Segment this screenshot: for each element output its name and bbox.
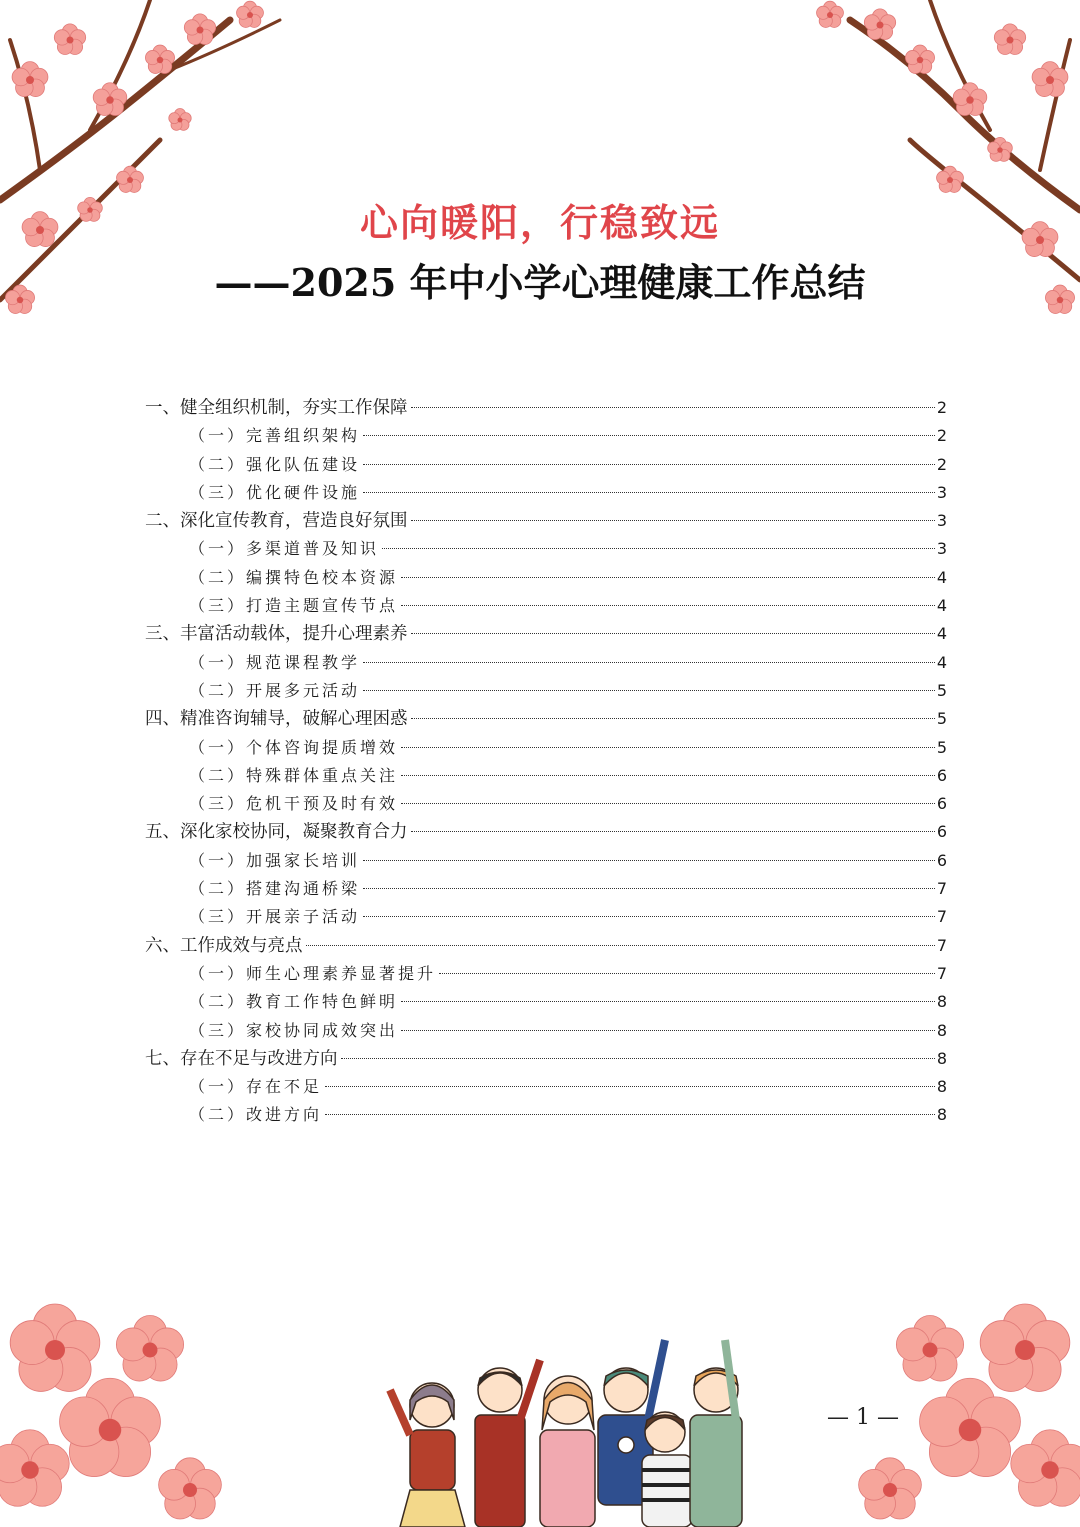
toc-entry-title: 二、深化宣传教育，营造良好氛围	[145, 511, 408, 532]
toc-subsection-entry[interactable]	[145, 734, 947, 762]
toc-page-number: 8	[936, 1048, 947, 1068]
toc-subsection-entry[interactable]	[145, 847, 947, 875]
toc-page-number: 5	[936, 680, 947, 700]
toc-page-number: 2	[936, 426, 947, 446]
toc-dot-leader	[363, 690, 935, 691]
toc-dot-leader	[382, 548, 935, 549]
toc-page-number: 4	[936, 596, 947, 616]
toc-dot-leader	[411, 520, 935, 521]
toc-section-entry[interactable]	[145, 394, 947, 422]
toc-subsection-entry[interactable]	[145, 535, 947, 563]
toc-subsection-entry[interactable]	[145, 1101, 947, 1129]
toc-page-number: 3	[936, 511, 947, 531]
toc-dot-leader	[363, 464, 935, 465]
toc-entry-title: （一）存在不足	[189, 1077, 323, 1097]
toc-dot-leader	[401, 1030, 935, 1031]
toc-page-number: 7	[936, 907, 947, 927]
page-number: — 1 —	[827, 1405, 899, 1430]
toc-page-number: 7	[936, 879, 947, 899]
toc-subsection-entry[interactable]	[145, 479, 947, 507]
toc-dot-leader	[401, 803, 935, 804]
table-of-contents	[145, 394, 947, 1130]
toc-section-entry[interactable]	[145, 932, 947, 960]
toc-subsection-entry[interactable]	[145, 564, 947, 592]
toc-page-number: 4	[936, 624, 947, 644]
toc-page-number: 3	[936, 482, 947, 502]
toc-entry-title: 四、精准咨询辅导，破解心理困惑	[145, 709, 408, 730]
toc-page-number: 5	[936, 737, 947, 757]
toc-page-number: 6	[936, 850, 947, 870]
cheering-students-illustration	[380, 1320, 790, 1527]
toc-section-entry[interactable]	[145, 1045, 947, 1073]
toc-page-number: 4	[936, 652, 947, 672]
toc-section-entry[interactable]	[145, 507, 947, 535]
toc-entry-title: （三）危机干预及时有效	[189, 794, 399, 814]
toc-section-entry[interactable]	[145, 620, 947, 648]
toc-entry-title: （二）编撰特色校本资源	[189, 567, 399, 587]
toc-dot-leader	[411, 718, 935, 719]
toc-entry-title: （二）教育工作特色鲜明	[189, 992, 399, 1012]
toc-section-entry[interactable]	[145, 818, 947, 846]
toc-entry-title: 五、深化家校协同，凝聚教育合力	[145, 822, 408, 843]
document-subtitle: ——2025 年中小学心理健康工作总结	[214, 260, 866, 305]
toc-page-number: 8	[936, 992, 947, 1012]
toc-dot-leader	[363, 492, 935, 493]
toc-subsection-entry[interactable]	[145, 1017, 947, 1045]
toc-entry-title: 三、丰富活动载体，提升心理素养	[145, 624, 408, 645]
toc-entry-title: （二）强化队伍建设	[189, 454, 361, 474]
toc-page-number: 8	[936, 1077, 947, 1097]
toc-dot-leader	[325, 1086, 935, 1087]
toc-subsection-entry[interactable]	[145, 1073, 947, 1101]
toc-subsection-entry[interactable]	[145, 422, 947, 450]
title-block	[0, 195, 1080, 313]
toc-entry-title: （一）加强家长培训	[189, 850, 361, 870]
toc-dot-leader	[363, 916, 935, 917]
toc-dot-leader	[401, 605, 935, 606]
toc-entry-title: （一）师生心理素养显著提升	[189, 963, 437, 983]
toc-dot-leader	[401, 775, 935, 776]
toc-subsection-entry[interactable]	[145, 649, 947, 677]
toc-entry-title: 七、存在不足与改进方向	[145, 1048, 338, 1069]
toc-page-number: 6	[936, 794, 947, 814]
toc-entry-title: （二）开展多元活动	[189, 680, 361, 700]
toc-page-number: 8	[936, 1020, 947, 1040]
toc-page-number: 3	[936, 539, 947, 559]
toc-entry-title: （三）优化硬件设施	[189, 482, 361, 502]
flower-cluster-bottom-left	[0, 1290, 250, 1527]
toc-entry-title: （一）多渠道普及知识	[189, 539, 380, 559]
toc-dot-leader	[401, 577, 935, 578]
toc-subsection-entry[interactable]	[145, 592, 947, 620]
toc-entry-title: （二）改进方向	[189, 1105, 323, 1125]
toc-page-number: 6	[936, 765, 947, 785]
toc-dot-leader	[401, 747, 935, 748]
toc-page-number: 2	[936, 398, 947, 417]
toc-entry-title: 一、健全组织机制，夯实工作保障	[145, 398, 408, 418]
toc-subsection-entry[interactable]	[145, 903, 947, 931]
toc-subsection-entry[interactable]	[145, 451, 947, 479]
toc-entry-title: （一）规范课程教学	[189, 652, 361, 672]
toc-subsection-entry[interactable]	[145, 988, 947, 1016]
toc-dot-leader	[363, 662, 935, 663]
toc-dot-leader	[401, 1001, 935, 1002]
toc-dot-leader	[411, 407, 935, 408]
toc-entry-title: （三）家校协同成效突出	[189, 1020, 399, 1040]
toc-page-number: 8	[936, 1105, 947, 1125]
toc-entry-title: 六、工作成效与亮点	[145, 935, 303, 956]
toc-dot-leader	[363, 860, 935, 861]
document-title: 心向暖阳，行稳致远	[359, 200, 720, 245]
toc-page-number: 4	[936, 567, 947, 587]
toc-dot-leader	[325, 1114, 935, 1115]
toc-entry-title: （一）完善组织架构	[189, 426, 361, 446]
toc-subsection-entry[interactable]	[145, 790, 947, 818]
toc-section-entry[interactable]	[145, 705, 947, 733]
toc-dot-leader	[341, 1058, 935, 1059]
toc-page-number: 7	[936, 963, 947, 983]
toc-dot-leader	[306, 945, 935, 946]
toc-dot-leader	[439, 973, 935, 974]
toc-dot-leader	[363, 435, 935, 436]
toc-subsection-entry[interactable]	[145, 960, 947, 988]
toc-dot-leader	[363, 888, 935, 889]
toc-subsection-entry[interactable]	[145, 762, 947, 790]
toc-page-number: 5	[936, 709, 947, 729]
toc-subsection-entry[interactable]	[145, 875, 947, 903]
toc-dot-leader	[411, 831, 935, 832]
toc-page-number: 6	[936, 822, 947, 842]
toc-entry-title: （三）打造主题宣传节点	[189, 596, 399, 616]
toc-dot-leader	[411, 633, 935, 634]
toc-entry-title: （一）个体咨询提质增效	[189, 737, 399, 757]
toc-entry-title: （三）开展亲子活动	[189, 907, 361, 927]
toc-page-number: 7	[936, 935, 947, 955]
toc-entry-title: （二）搭建沟通桥梁	[189, 879, 361, 899]
toc-page-number: 2	[936, 454, 947, 474]
toc-entry-title: （二）特殊群体重点关注	[189, 765, 399, 785]
toc-subsection-entry[interactable]	[145, 677, 947, 705]
